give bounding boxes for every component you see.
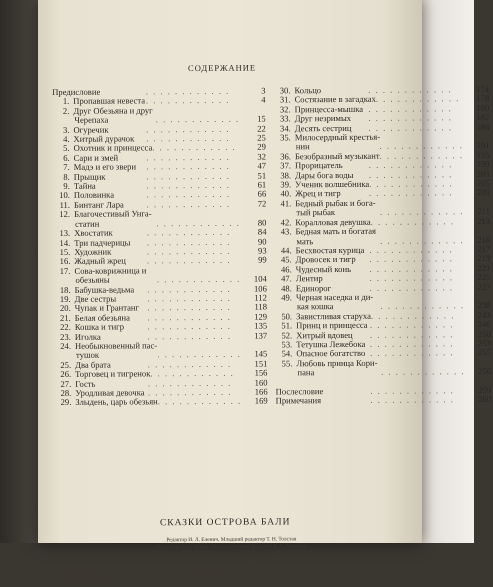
- toc-entry-number: 27.: [54, 379, 71, 389]
- toc-entry-page: 186: [463, 123, 489, 133]
- toc-leader-dots: . . . . . . . . . . . .: [146, 134, 240, 144]
- toc-entry-page: 219: [464, 254, 490, 264]
- toc-entry: [276, 395, 492, 406]
- toc-leader-dots: . . . . . . . . . . . .: [370, 283, 465, 293]
- imprint: [61, 536, 401, 587]
- toc-entry-number: 2.: [52, 107, 69, 117]
- toc-entry-text: Тайна: [74, 181, 96, 191]
- toc-entry-number: 15.: [53, 248, 70, 258]
- toc-entry-page: 118: [241, 303, 267, 313]
- toc-entry-number: 1.: [52, 97, 69, 107]
- toc-entry-page: 174: [463, 85, 489, 95]
- toc-leader-dots: . . . . . . . . . . . .: [148, 331, 242, 341]
- toc-entry-page: 216: [464, 235, 490, 245]
- toc-entry-text: Опасное богатство: [296, 348, 365, 358]
- toc-leader-dots: . . . . . . . . . . . .: [370, 320, 465, 330]
- toc-entry-text: Три падчерицы: [74, 237, 130, 247]
- toc-entry-text: статин: [75, 218, 99, 228]
- toc-entry-number: 25.: [54, 361, 71, 371]
- toc-leader-dots: . . . . . . . . . . . .: [369, 254, 464, 264]
- toc-entry-number: 34.: [274, 124, 291, 134]
- toc-entry-page: 209: [464, 188, 490, 198]
- toc-entry-number: 54.: [275, 350, 292, 360]
- toc-entry-page: 217: [464, 245, 490, 255]
- toc-entry-text: мать: [297, 236, 314, 246]
- toc-entry-text: пана: [297, 367, 314, 377]
- toc-entry-page: 151: [241, 359, 267, 369]
- toc-entry-text: тушок: [76, 350, 99, 360]
- toc-entry-page: 135: [241, 322, 267, 332]
- toc-entry-page: 84: [240, 228, 266, 238]
- toc-leader-dots: . . . . . . . . . . . .: [369, 179, 464, 189]
- toc-entry-page: 203: [464, 170, 490, 180]
- toc-entry-text: Послесловие: [276, 386, 324, 396]
- toc-entry-page: 61: [240, 181, 266, 191]
- toc-entry-text: Два брата: [75, 359, 111, 369]
- toc-entry-text: Предисловие: [52, 87, 100, 97]
- toc-entry-number: 22.: [54, 323, 71, 333]
- toc-entry-text: Милосердный крестья-: [295, 132, 380, 143]
- toc-leader-dots: . . . . . . . . . . . .: [381, 301, 465, 311]
- toc-entry-number: 19.: [54, 295, 71, 305]
- toc-entry-number: 48.: [275, 284, 292, 294]
- toc-entry-text: кая кошка: [297, 301, 334, 311]
- toc-leader-dots: . . . . . . . . . . . .: [147, 237, 241, 247]
- toc-entry-number: 26.: [54, 370, 71, 380]
- toc-entry-number: 55.: [275, 359, 292, 369]
- toc-entry-page: 250: [465, 330, 491, 340]
- toc-entry-text: Чупак и Грантанг: [75, 303, 139, 313]
- toc-leader-dots: . . . . . . . . . . . .: [376, 95, 463, 105]
- toc-entry-page: 51: [240, 171, 266, 181]
- toc-entry-text: Черепаха: [74, 115, 108, 125]
- toc-heading: СОДЕРЖАНИЕ: [52, 62, 392, 74]
- toc-entry-number: 36.: [274, 152, 291, 162]
- toc-entry-page: 191: [463, 141, 489, 151]
- toc-entry-page: 4: [240, 96, 266, 106]
- toc-leader-dots: . . . . . . . . . . . .: [147, 247, 241, 257]
- toc-entry-number: 3.: [52, 126, 69, 136]
- toc-entry-page: 47: [240, 162, 266, 172]
- toc-entry-page: 255: [465, 348, 491, 358]
- page-content: [52, 62, 394, 408]
- toc-entry-number: 6.: [53, 154, 70, 164]
- toc-entry-text: Единорог: [296, 283, 331, 293]
- toc-entry-page: 15: [240, 115, 266, 125]
- toc-entry-text: Тетушка Лежебока: [296, 339, 365, 349]
- toc-leader-dots: . . . . . . . . . . . .: [368, 113, 463, 123]
- toc-leader-dots: . . . . . . . . . . . .: [370, 330, 465, 340]
- toc-entry-page: 160: [242, 378, 268, 388]
- toc-entry-text: Прыщик: [74, 171, 106, 181]
- toc-entry-page: 213: [464, 217, 490, 227]
- toc-entry-number: 41.: [274, 199, 291, 209]
- toc-leader-dots: . . . . . . . . . . . .: [148, 388, 242, 398]
- toc-entry-page: 156: [241, 369, 267, 379]
- toc-leader-dots: . . . . . . . . . . . .: [148, 378, 242, 388]
- toc-entry-page: 137: [241, 331, 267, 341]
- toc-entry-text: Торговец и тигренок: [75, 369, 150, 380]
- toc-entry-text: Охотник и принцесса: [74, 143, 153, 154]
- toc-entry-page: 259: [465, 386, 491, 396]
- toc-leader-dots: . . . . . . . . . . . .: [152, 143, 240, 153]
- toc-column-left: [52, 87, 268, 408]
- toc-leader-dots: . . . . . . . . . . . .: [370, 348, 465, 358]
- toc-entry-number: 23.: [54, 332, 71, 342]
- toc-leader-dots: . . . . . . . . . . . .: [371, 311, 465, 321]
- toc-entry-number: 45.: [275, 256, 292, 266]
- toc-entry-number: 52.: [275, 331, 292, 341]
- toc-entry-page: 195: [463, 151, 489, 161]
- toc-leader-dots: . . . . . . . . . . . .: [369, 123, 464, 133]
- toc-leader-dots: . . . . . . . . . . . .: [146, 124, 240, 134]
- toc-entry-page: 253: [465, 339, 491, 349]
- toc-entry-number: 30.: [273, 86, 290, 96]
- imprint-line: Уч.-изд. л. 14,87. Тираж 75 000 экз. Изд. № 5005. Заказ 2234. Цена 1 р. 50 к.: [62, 578, 402, 587]
- toc-leader-dots: . . . . . . . . . . . .: [147, 284, 241, 294]
- toc-entry-text: Дровосек и тигр: [296, 254, 356, 264]
- toc-entry-number: 10.: [53, 191, 70, 201]
- toc-entry-page: 3: [239, 87, 265, 97]
- toc-leader-dots: . . . . . . . . . . . .: [369, 160, 464, 170]
- toc-leader-dots: . . . . . . . . . . . .: [147, 322, 241, 332]
- toc-entry-text: Бедная мать и богатая: [295, 226, 376, 237]
- toc-entry-text: Хвостатик: [74, 228, 113, 238]
- toc-leader-dots: . . . . . . . . . . . .: [370, 395, 465, 405]
- toc-entry-text: Хитрый дурачок: [73, 133, 134, 143]
- toc-entry-number: 21.: [54, 314, 71, 324]
- imprint-line: Технический редактор М. В. Погоскина. Корректор П. С. Шиц: [61, 550, 401, 559]
- toc-entry-text: Благочестивый Унга-: [74, 209, 152, 220]
- toc-entry-page: 104: [241, 275, 267, 285]
- toc-entry-text: Мадэ и его звери: [74, 162, 136, 172]
- toc-entry-page: 246: [465, 320, 491, 330]
- toc-leader-dots: . . . . . . . . . . . .: [381, 367, 465, 377]
- imprint-line: Редактор И. Л. Еленич. Младший редактор Т. Н. Толстая: [61, 536, 401, 545]
- toc-leader-dots: . . . . . . . . . . . .: [380, 236, 464, 246]
- toc-entry-number: 17.: [53, 267, 70, 277]
- toc-entry-text: нин: [296, 142, 310, 152]
- toc-entry-number: 13.: [53, 229, 70, 239]
- toc-leader-dots: . . . . . . . . . . . .: [147, 228, 241, 238]
- toc-entry-text: Пропавшая невеста: [73, 96, 145, 107]
- book-title: СКАЗКИ ОСТРОВА БАЛИ: [55, 517, 395, 529]
- toc-entry-page: 243: [465, 311, 491, 321]
- toc-entry-page: 112: [241, 293, 267, 303]
- toc-entry-text: Белая обезьяна: [75, 312, 130, 322]
- toc-entry-page: 199: [464, 160, 490, 170]
- toc-entry-text: Иголка: [75, 331, 101, 341]
- toc-entry-text: Коралловая девушка: [295, 216, 370, 227]
- toc-leader-dots: . . . . . . . . . . . .: [150, 369, 241, 379]
- toc-entry-text: Две сестры: [75, 293, 117, 303]
- toc-entry-number: 8.: [53, 173, 70, 183]
- toc-leader-dots: . . . . . . . . . . . .: [157, 275, 241, 285]
- toc-entry-text: Дары бога воды: [295, 170, 353, 180]
- toc-entry-number: 50.: [275, 312, 292, 322]
- toc-leader-dots: . . . . . . . . . . . .: [370, 386, 465, 396]
- toc-column-right: [273, 85, 491, 406]
- toc-entry: [54, 397, 267, 408]
- toc-entry-page: 227: [464, 282, 490, 292]
- toc-leader-dots: . . . . . . . . . . . .: [379, 142, 463, 152]
- toc-entry-number: 14.: [53, 238, 70, 248]
- toc-entry-page: 182: [463, 113, 489, 123]
- toc-entry-text: Художник: [74, 246, 111, 256]
- toc-entry-page: 129: [241, 312, 267, 322]
- toc-entry-text: Бесхвостая курица: [296, 245, 365, 255]
- toc-entry-text: Ученик волшебника: [295, 179, 369, 190]
- toc-leader-dots: . . . . . . . . . . . .: [147, 256, 241, 266]
- toc-leader-dots: . . . . . . . . . . . .: [369, 189, 464, 199]
- toc-entry-text: Лентир: [296, 273, 323, 283]
- toc-entry-number: 5.: [53, 144, 70, 154]
- toc-entry-number: 43.: [274, 227, 291, 237]
- toc-leader-dots: . . . . . . . . . . . .: [148, 359, 242, 369]
- toc-leader-dots: . . . . . . . . . . . .: [146, 162, 240, 172]
- toc-entry-number: 38.: [274, 171, 291, 181]
- toc-leader-dots: . . . . . . . . . . . .: [147, 200, 241, 210]
- toc-leader-dots: . . . . . . . . . . . .: [156, 115, 240, 125]
- toc-entry-page: 238: [465, 301, 491, 311]
- toc-entry-number: 24.: [54, 342, 71, 352]
- toc-entry-text: Любовь принца Кори-: [296, 358, 377, 369]
- toc-entry-text: Жрец и тигр: [295, 188, 341, 198]
- toc-entry-number: 47.: [275, 274, 292, 284]
- toc-entry-page: 72: [240, 199, 266, 209]
- toc-entry-text: Примечания: [276, 395, 322, 405]
- toc-entry-text: Состязание в загадках: [295, 94, 376, 105]
- toc-entry-number: 11.: [53, 201, 70, 211]
- toc-leader-dots: . . . . . . . . . . . .: [369, 264, 464, 274]
- toc-entry-number: 28.: [54, 389, 71, 399]
- toc-entry-text: Уродливая девочка: [75, 387, 144, 397]
- toc-entry-page: 25: [240, 134, 266, 144]
- toc-entry-text: Друг Обезьяна и друг: [73, 105, 152, 116]
- toc-entry-text: Прорицатель: [295, 160, 343, 170]
- toc-entry-number: 53.: [275, 340, 292, 350]
- toc-leader-dots: . . . . . . . . . . . .: [146, 96, 240, 106]
- toc-entry-number: 4.: [52, 135, 69, 145]
- toc-leader-dots: . . . . . . . . . . . .: [146, 181, 240, 191]
- toc-entry-text: Необыкновенный пас-: [75, 340, 157, 351]
- imprint-line: ИБ № 14569: [61, 557, 401, 566]
- toc-entry-page: 32: [240, 152, 266, 162]
- toc-entry-text: Бедный рыбак и бога-: [295, 198, 375, 209]
- toc-entry-number: 16.: [53, 257, 70, 267]
- toc-entry-text: тый рыбак: [296, 207, 335, 217]
- toc-entry-number: 37.: [274, 162, 291, 172]
- toc-leader-dots: . . . . . . . . . . . .: [369, 245, 464, 255]
- imprint-line: Сдано в набор 05.04.82. Подписано к печати 06.10.82. Формат 84×108¹/₃₂. Бум. офсет-: [62, 564, 402, 573]
- toc-entry-page: 29: [240, 143, 266, 153]
- toc-entry-page: 80: [240, 218, 266, 228]
- toc-entry-text: Сова-коврижница и: [74, 265, 146, 276]
- toc-entry-number: 33.: [274, 115, 291, 125]
- imprint-line: ная № 1. Гарнитура «Таймс». Печать офсетная. Усл. п. л. 14,28. Усл. кр.-отт. 29,88.: [62, 571, 402, 580]
- toc-leader-dots: . . . . . . . . . . . .: [368, 104, 463, 114]
- toc-leader-dots: . . . . . . . . . . . .: [370, 339, 465, 349]
- toc-leader-dots: . . . . . . . . . . . .: [371, 217, 464, 227]
- toc-leader-dots: . . . . . . . . . . . .: [158, 397, 242, 407]
- toc-leader-dots: . . . . . . . . . . . .: [147, 312, 241, 322]
- toc-entry-page: 93: [241, 246, 267, 256]
- toc-entry-page: 205: [464, 179, 490, 189]
- toc-leader-dots: . . . . . . . . . . . .: [368, 85, 463, 95]
- toc-entry-text: Чудесный конь: [296, 264, 351, 274]
- toc-entry-text: Кольцо: [294, 85, 321, 95]
- toc-entry-number: 44.: [275, 246, 292, 256]
- toc-leader-dots: . . . . . . . . . . . .: [147, 303, 241, 313]
- toc-entry-text: Жадный жрец: [74, 256, 126, 266]
- toc-entry-text: обезьяны: [75, 275, 109, 285]
- toc-leader-dots: . . . . . . . . . . . .: [369, 170, 464, 180]
- toc-entry-number: 49.: [275, 293, 292, 303]
- toc-leader-dots: . . . . . . . . . . . .: [380, 207, 464, 217]
- toc-entry-page: 66: [240, 190, 266, 200]
- toc-leader-dots: . . . . . . . . . . . .: [156, 218, 240, 228]
- toc-entry-number: 40.: [274, 190, 291, 200]
- toc-entry-text: Завистливая старуха: [296, 311, 371, 322]
- toc-leader-dots: . . . . . . . . . . . .: [146, 171, 240, 181]
- toc-entry-number: 32.: [274, 105, 291, 115]
- toc-entry-title: [276, 396, 371, 406]
- toc-entry-text: Хитрый вдовец: [296, 329, 352, 339]
- toc-leader-dots: . . . . . . . . . . . .: [157, 350, 241, 360]
- toc-entry-page: 145: [241, 350, 267, 360]
- toc-entry-title: [54, 398, 157, 408]
- toc-entry-text: Половинка: [74, 190, 114, 200]
- toc-entry-number: 18.: [54, 285, 71, 295]
- toc-entry-number: 12.: [53, 210, 70, 220]
- toc-leader-dots: . . . . . . . . . . . .: [146, 87, 240, 97]
- toc-entry-page: 180: [463, 104, 489, 114]
- toc-entry-number: 31.: [274, 96, 291, 106]
- toc-entry-text: Десять сестриц: [295, 123, 352, 133]
- imprint-line: Художник Э. Л. Эрман. Художественный редактор Б. Л. Резников: [61, 543, 401, 552]
- toc-entry-text: Бабушка-ведьма: [75, 284, 135, 294]
- toc-entry-page: 90: [241, 237, 267, 247]
- toc-entry-page: 169: [242, 397, 268, 407]
- toc-entry-text: Принц и принцесса: [296, 320, 368, 330]
- toc-entry-page: 106: [241, 284, 267, 294]
- toc-entry-number: 35.: [274, 133, 291, 143]
- toc-entry-page: 166: [242, 388, 268, 398]
- toc-entry-number: 9.: [53, 182, 70, 192]
- toc-entry-page: 178: [463, 94, 489, 104]
- toc-entry-number: 29.: [54, 398, 71, 408]
- toc-entry-number: 7.: [53, 163, 70, 173]
- toc-entry-page: 22: [240, 124, 266, 134]
- toc-entry-number: 20.: [54, 304, 71, 314]
- toc-entry-text: Черная наседка и ди-: [296, 292, 373, 303]
- toc-entry-text: Сари и змей: [74, 152, 119, 162]
- toc-entry-text: Кошка и тигр: [75, 322, 124, 332]
- toc-columns: [52, 86, 394, 408]
- toc-entry-text: Огуречик: [73, 124, 108, 134]
- toc-leader-dots: . . . . . . . . . . . .: [146, 153, 240, 163]
- toc-entry-number: 42.: [274, 218, 291, 228]
- toc-entry-number: 39.: [274, 180, 291, 190]
- toc-entry-text: Безобразный музыкант: [295, 151, 380, 162]
- book-page: [38, 0, 422, 543]
- toc-leader-dots: . . . . . . . . . . . .: [380, 151, 464, 161]
- toc-entry-page: 256: [465, 367, 491, 377]
- toc-entry-number: 51.: [275, 321, 292, 331]
- toc-entry-page: 211: [464, 207, 490, 217]
- toc-entry-page: 221: [464, 264, 490, 274]
- toc-entry-text: Гость: [75, 378, 95, 388]
- toc-entry-text: Злыдень, царь обезьян: [75, 397, 157, 408]
- toc-entry-page: 260: [465, 395, 491, 405]
- toc-entry-page: 225: [464, 273, 490, 283]
- toc-entry-page: 99: [241, 256, 267, 266]
- toc-entry-number: 46.: [275, 265, 292, 275]
- toc-leader-dots: . . . . . . . . . . . .: [147, 294, 241, 304]
- toc-leader-dots: . . . . . . . . . . . .: [147, 190, 241, 200]
- toc-entry-text: Друг незримых: [295, 113, 351, 123]
- toc-entry-text: Принцесса-мышка: [295, 104, 364, 114]
- toc-entry-text: Бинтанг Лара: [74, 199, 124, 209]
- toc-leader-dots: . . . . . . . . . . . .: [370, 273, 465, 283]
